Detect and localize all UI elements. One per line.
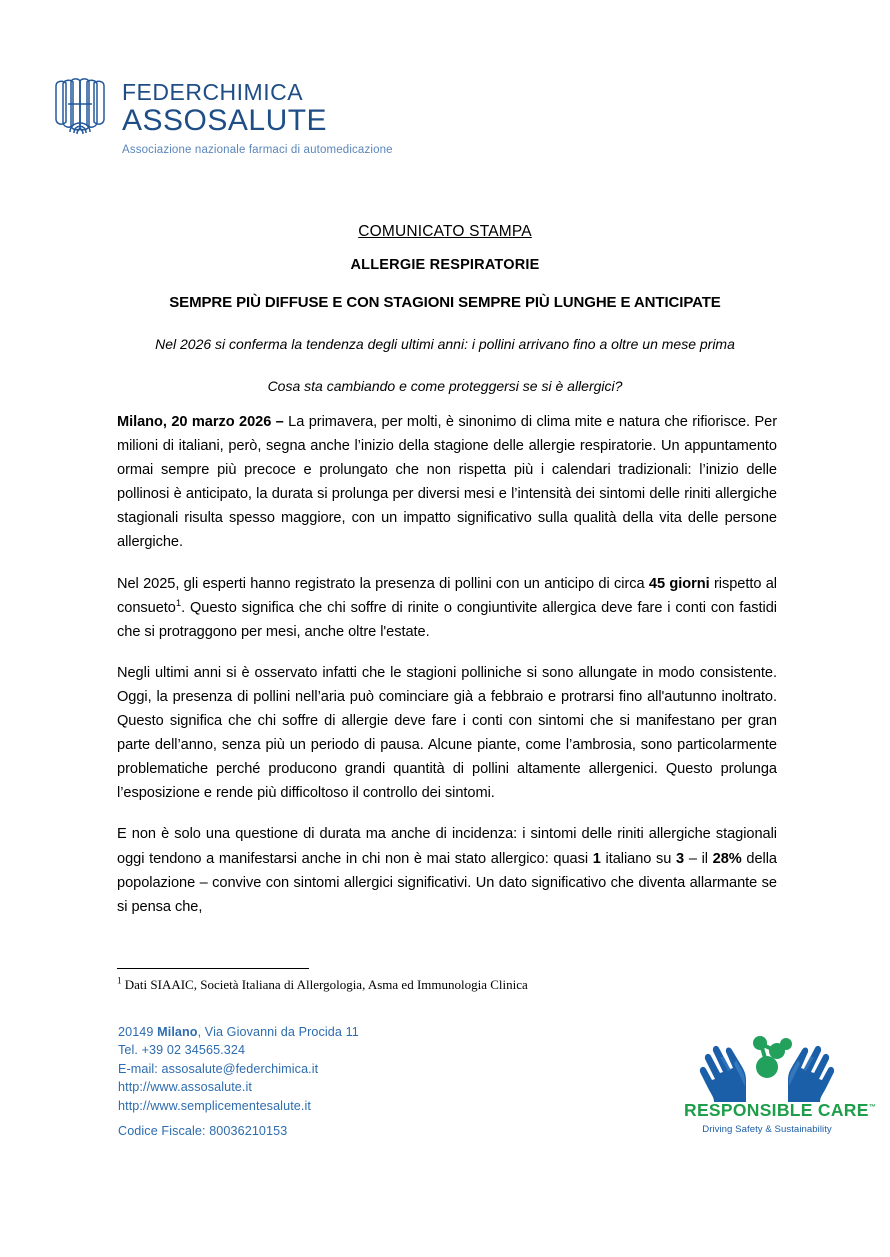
paragraph-2-part3: . Questo significa che chi soffre di rinite o congiuntivite allergica deve fare i conti con fastidi che si protraggono per mesi, anche oltre l'estate. (117, 599, 777, 640)
footer-fiscal-code: Codice Fiscale: 80036210153 (118, 1124, 288, 1138)
paragraph-3 (117, 661, 777, 806)
hands-molecule-icon (684, 1034, 850, 1104)
footer-address (118, 1023, 359, 1041)
paragraph-2-part1: Nel 2025, gli esperti hanno registrato la presenza di pollini con un anticipo di circa (117, 575, 649, 592)
footer-website-assosalute[interactable]: http://www.assosalute.it (118, 1080, 252, 1095)
teaser-question: Cosa sta cambiando e come proteggersi se si è allergici? (267, 378, 623, 395)
paragraph-4-part3: – il (684, 850, 713, 867)
footnote-marker: 1 (117, 975, 122, 986)
trademark-symbol: ™ (868, 1104, 876, 1112)
responsible-care-wordmark (684, 1100, 876, 1120)
page-title: ALLERGIE RESPIRATORIE (350, 256, 540, 273)
highlight-3: 3 (676, 850, 685, 867)
logo-tagline: Associazione nazionale farmaci di automedicazione (122, 143, 393, 156)
paragraph-4-part1: E non è solo una questione di durata ma anche di incidenza: i sintomi delle riniti allergiche stagionali oggi tendono a manifestarsi anche in chi non è mai stato allergico: quasi (117, 826, 777, 867)
dateline: Milano, 20 marzo 2026 – (117, 414, 289, 430)
footnote-block (117, 968, 777, 994)
paragraph-4-part2: italiano su (600, 850, 677, 867)
standfirst: Nel 2026 si conferma la tendenza degli ultimi anni: i pollini arrivano fino a oltre un mese prima (155, 335, 735, 352)
highlight-45-giorni: 45 giorni (648, 575, 710, 592)
kicker-comunicato-stampa: COMUNICATO STAMPA (358, 223, 532, 240)
footer-email[interactable]: E-mail: assosalute@federchimica.it (118, 1061, 319, 1076)
footnote-1 (117, 977, 777, 994)
federchimica-emblem-icon (50, 76, 110, 138)
paragraph-1-text: La primavera, per molti, è sinonimo di clima mite e natura che rifiorisce. Per milioni di italiani, però, segna anche l’inizio della stagione delle allergie respiratorie. Un appuntamento ormai sempre più precoce e prolungato che non rispetta più i calendari tradizionali: l’inizio delle pollinosi è anticipato, la durata si prolunga per diversi mesi e l’intensità dei sintomi delle riniti allergiche stagionali risulta spesso maggiore, con un impatto significativo sulla qualità della vita delle persone allergiche. (117, 414, 778, 551)
paragraph-2-part2: rispetto al consueto (117, 575, 778, 616)
footer-address-street: , Via Giovanni da Procida 11 (197, 1025, 359, 1039)
paragraph-2 (117, 572, 777, 644)
logo-line-federchimica: FEDERCHIMICA (122, 79, 304, 105)
footer-website-semplicementesalute[interactable]: http://www.semplicementesalute.it (118, 1098, 311, 1113)
footer-address-zip: 20149 (118, 1025, 158, 1039)
highlight-1: 1 (592, 850, 601, 867)
logo-line-assosalute: ASSOSALUTE (122, 104, 328, 138)
paragraph-1 (117, 410, 777, 555)
title-block (108, 222, 782, 396)
federchimica-assosalute-logo (50, 76, 393, 157)
page-subtitle: SEMPRE PIÙ DIFFUSE E CON STAGIONI SEMPRE PIÙ LUNGHE E ANTICIPATE (169, 294, 721, 312)
paragraph-3-text: Negli ultimi anni si è osservato infatti che le stagioni polliniche si sono allungate in modo consistente. Oggi, la presenza di pollini nell’aria può cominciare già a febbraio e protrarsi fino all'autunno inoltrato. Questo significa che chi soffre di allergie deve fare i conti con sintomi che si manifestano per gran parte dell’anno, senza più un periodo di pausa. Alcune piante, come l’ambrosia, sono particolarmente problematiche perché producono grandi quantità di pollini altamente allergenici. Questo prolunga l’esposizione e rende più difficoltoso il controllo dei sintomi. (117, 664, 777, 802)
highlight-28-percent: 28% (712, 850, 742, 867)
responsible-care-logo (684, 1034, 876, 1142)
article-body (117, 410, 777, 919)
footnote-reference-1[interactable]: 1 (175, 597, 182, 609)
responsible-care-tagline: Driving Safety & Sustainability (702, 1123, 832, 1135)
footer-phone: Tel. +39 02 34565.324 (118, 1043, 246, 1058)
paragraph-4-part4: della popolazione – convive con sintomi allergici significativi. Un dato significativo che diventa allarmante se si pensa che, (117, 850, 777, 915)
paragraph-4 (117, 822, 777, 918)
logo-wordmark (122, 76, 393, 157)
footer-contact-block (118, 1023, 359, 1115)
footnote-text: Dati SIAAIC, Società Italiana di Allergologia, Asma ed Immunologia Clinica (121, 977, 528, 992)
responsible-care-text: RESPONSIBLE CARE (684, 1100, 869, 1120)
footer-address-city: Milano (157, 1025, 198, 1039)
footnote-separator (117, 968, 309, 969)
